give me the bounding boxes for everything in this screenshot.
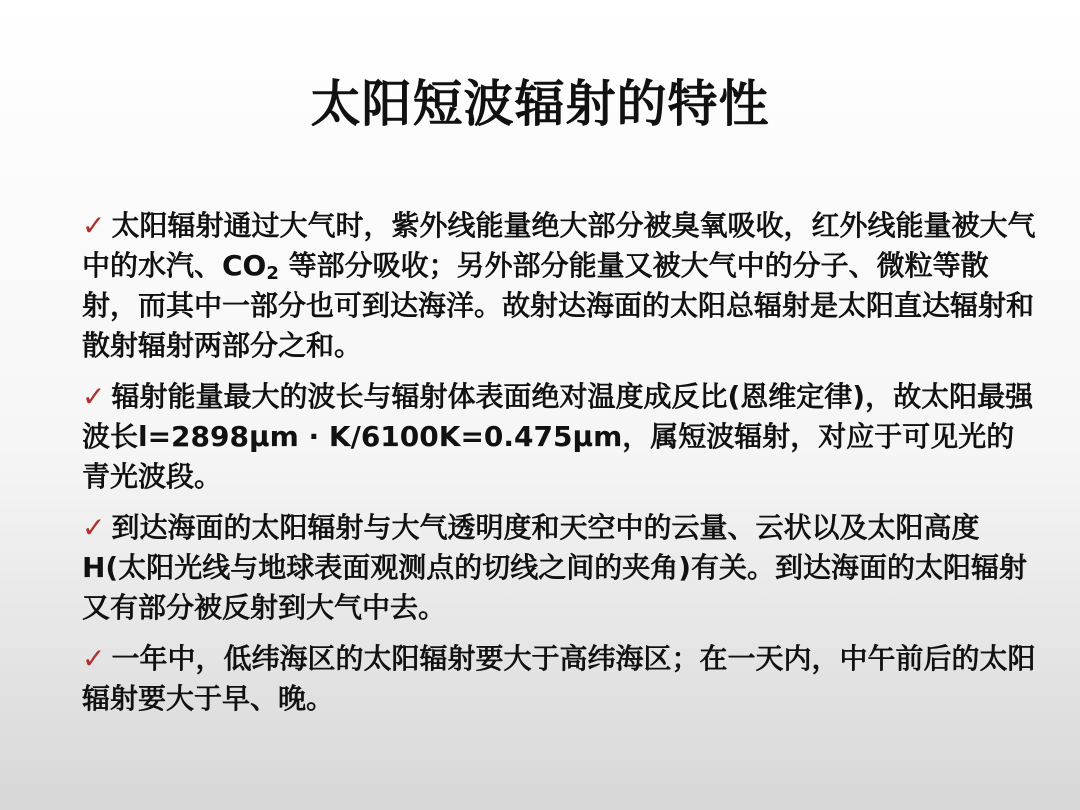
check-icon: ✓ xyxy=(82,209,106,242)
bullet-item-3 xyxy=(82,508,1037,628)
bullet-text-1b: 等部分吸收；另外部分能量又被大气中的分子、微粒等散射，而其中一部分也可到达海洋。故射达海面的太阳总辐射是太阳直达辐射和散射辐射两部分之和。 xyxy=(82,249,1035,362)
bullet-text-3: 到达海面的太阳辐射与大气透明度和天空中的云量、云状以及太阳高度H(太阳光线与地球表面观测点的切线之间的夹角)有关。到达海面的太阳辐射又有部分被反射到大气中去。 xyxy=(82,511,1028,624)
bullet-list xyxy=(82,206,1037,730)
bullet-text-4: 一年中，低纬海区的太阳辐射要大于高纬海区；在一天内，中午前后的太阳辐射要大于早、晚。 xyxy=(82,642,1036,715)
check-icon: ✓ xyxy=(82,380,106,413)
bullet-item-2 xyxy=(82,377,1037,497)
slide-title: 太阳短波辐射的特性 xyxy=(310,75,770,133)
bullet-text-2: 辐射能量最大的波长与辐射体表面绝对温度成反比(恩维定律)，故太阳最强波长l=2898μm · K/6100K=0.475μm，属短波辐射，对应于可见光的青光波段。 xyxy=(82,380,1034,493)
bullet-text-1a: 太阳辐射通过大气时，紫外线能量绝大部分被臭氧吸收，红外线能量被大气中的水汽、CO xyxy=(82,209,1036,282)
subscript-2: 2 xyxy=(266,263,279,284)
bullet-item-4 xyxy=(82,639,1037,719)
bullet-item-1 xyxy=(82,206,1037,366)
check-icon: ✓ xyxy=(82,642,106,675)
check-icon: ✓ xyxy=(82,511,106,544)
